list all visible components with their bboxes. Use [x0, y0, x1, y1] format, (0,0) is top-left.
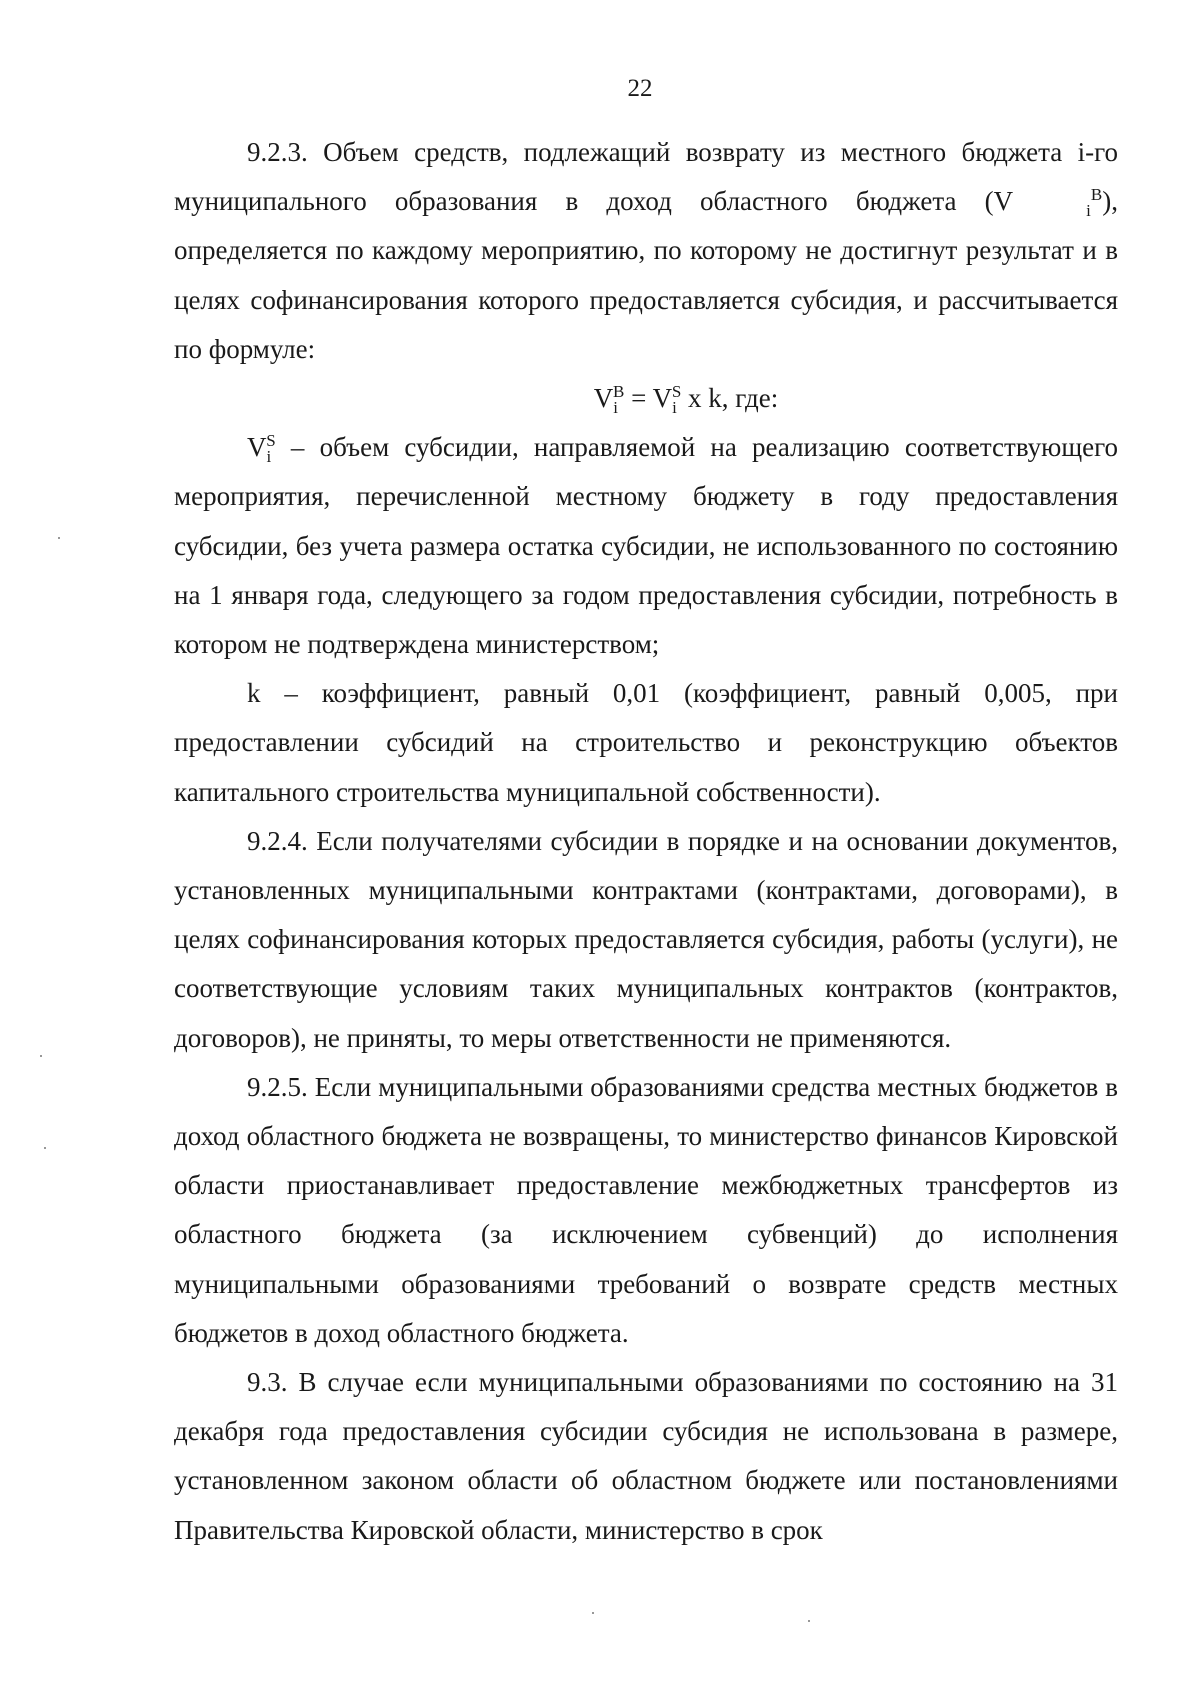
paragraph-9-2-3: [174, 128, 1118, 374]
paragraph-9-2-3-text: 9.2.3. Объем средств, подлежащий возврату из местного бюджета i-го муниципального образования в доход областного бюджета (V: [174, 137, 1118, 217]
paragraph-9-2-3-tail: ), определяется по каждому мероприятию, по которому не достигнут результат и в целях софинансирования которого предоставляется субсидия, и рассчитывается по формуле:: [174, 186, 1118, 364]
scan-speck: [40, 1055, 42, 1057]
paragraph-k-definition: k – коэффициент, равный 0,01 (коэффициент, равный 0,005, при предоставлении субсидий на строительство и реконструкцию объектов капитального строительства муниципальной собственности).: [174, 678, 1118, 807]
v-i-b-symbol: $_i^B$: [1086, 185, 1103, 221]
scan-speck: [58, 537, 60, 539]
formula: $V_i^B = V_i^S$ x k, где:: [593, 382, 779, 418]
scan-speck: [808, 1620, 810, 1622]
scan-speck: [592, 1612, 594, 1614]
document-body: [174, 128, 1118, 1555]
page-number: 22: [627, 75, 653, 102]
paragraph-9-2-4: 9.2.4. Если получателями субсидии в порядке и на основании документов, установленных муниципальными контрактами (контрактами, договорами), в целях софинансирования которых предоставляется субсидия, работы (услуги), не соответствующие условиям таких муниципальных контрактов (контрактов, договоров), не приняты, то меры ответственности не применяются.: [174, 825, 1118, 1053]
paragraph-9-3: 9.3. В случае если муниципальными образованиями по состоянию на 31 декабря года предоставления субсидии субсидия не использована в размере, установленном законом области об областном бюджете или постановлениями Правительства Кировской области, министерство в срок: [174, 1367, 1118, 1545]
scan-speck: [44, 1147, 46, 1149]
paragraph-vis-definition: $V_i^S$ – объем субсидии, направляемой на реализацию соответствующего мероприятия, перечисленной местному бюджету в году предоставления субсидии, без учета размера остатка субсидии, не использованного по состоянию на 1 января года, следующего за годом предоставления субсидии, потребность в котором не подтверждена министерством;: [174, 431, 1118, 660]
paragraph-9-2-5: 9.2.5. Если муниципальными образованиями средства местных бюджетов в доход областного бюджета не возвращены, то министерство финансов Кировской области приостанавливает предоставление межбюджетных трансфертов из областного бюджета (за исключением субвенций) до исполнения муниципальными образованиями требований о возврате средств местных бюджетов в доход областного бюджета.: [174, 1071, 1118, 1348]
